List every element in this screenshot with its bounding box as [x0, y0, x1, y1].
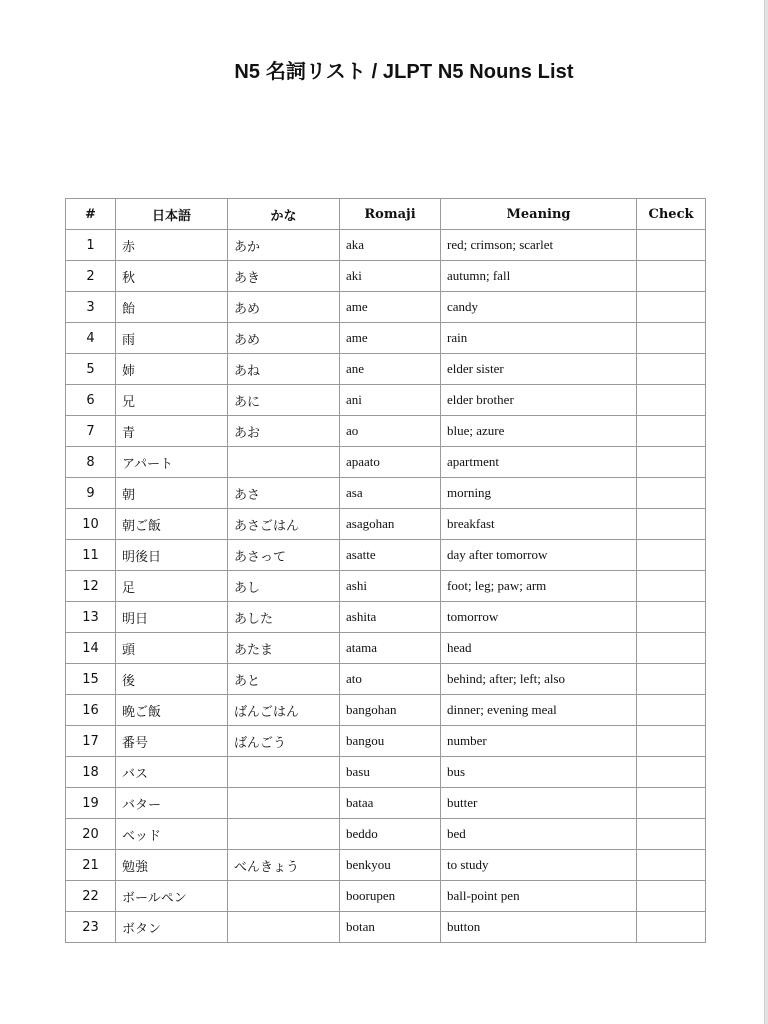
cell-kana: あに — [228, 385, 340, 416]
cell-check — [637, 540, 706, 571]
cell-check — [637, 757, 706, 788]
cell-meaning: butter — [441, 788, 637, 819]
table-row — [66, 416, 706, 447]
cell-number: 21 — [66, 850, 116, 881]
table-body — [66, 230, 706, 943]
nouns-table — [65, 198, 706, 943]
table-row — [66, 757, 706, 788]
cell-check — [637, 819, 706, 850]
cell-meaning: elder sister — [441, 354, 637, 385]
cell-check — [637, 261, 706, 292]
table-row — [66, 850, 706, 881]
cell-check — [637, 664, 706, 695]
cell-number: 1 — [66, 230, 116, 261]
table-row — [66, 602, 706, 633]
table-row — [66, 509, 706, 540]
cell-romaji: botan — [340, 912, 441, 943]
cell-meaning: apartment — [441, 447, 637, 478]
cell-japanese: 朝 — [116, 478, 228, 509]
cell-japanese: 秋 — [116, 261, 228, 292]
cell-check — [637, 881, 706, 912]
cell-romaji: basu — [340, 757, 441, 788]
cell-japanese: 姉 — [116, 354, 228, 385]
cell-number: 18 — [66, 757, 116, 788]
cell-japanese: 雨 — [116, 323, 228, 354]
cell-check — [637, 633, 706, 664]
cell-check — [637, 509, 706, 540]
cell-kana: あし — [228, 571, 340, 602]
table-row — [66, 819, 706, 850]
cell-romaji: bataa — [340, 788, 441, 819]
cell-check — [637, 602, 706, 633]
cell-kana: あたま — [228, 633, 340, 664]
table-row — [66, 881, 706, 912]
table-row — [66, 788, 706, 819]
cell-romaji: benkyou — [340, 850, 441, 881]
cell-romaji: ame — [340, 292, 441, 323]
cell-japanese: ベッド — [116, 819, 228, 850]
table-row — [66, 695, 706, 726]
cell-kana: べんきょう — [228, 850, 340, 881]
cell-japanese: 足 — [116, 571, 228, 602]
cell-romaji: asa — [340, 478, 441, 509]
cell-meaning: dinner; evening meal — [441, 695, 637, 726]
cell-meaning: to study — [441, 850, 637, 881]
cell-kana — [228, 819, 340, 850]
cell-romaji: beddo — [340, 819, 441, 850]
cell-check — [637, 447, 706, 478]
cell-kana: あさごはん — [228, 509, 340, 540]
cell-meaning: behind; after; left; also — [441, 664, 637, 695]
cell-number: 13 — [66, 602, 116, 633]
table-header-row — [66, 199, 706, 230]
table-row — [66, 571, 706, 602]
cell-meaning: breakfast — [441, 509, 637, 540]
cell-japanese: 赤 — [116, 230, 228, 261]
cell-meaning: day after tomorrow — [441, 540, 637, 571]
cell-meaning: blue; azure — [441, 416, 637, 447]
cell-kana: あめ — [228, 292, 340, 323]
cell-check — [637, 292, 706, 323]
cell-number: 4 — [66, 323, 116, 354]
cell-kana: あめ — [228, 323, 340, 354]
cell-check — [637, 416, 706, 447]
cell-kana — [228, 912, 340, 943]
cell-check — [637, 230, 706, 261]
cell-kana: あさ — [228, 478, 340, 509]
cell-japanese: 兄 — [116, 385, 228, 416]
table-row — [66, 261, 706, 292]
table-row — [66, 478, 706, 509]
cell-meaning: bus — [441, 757, 637, 788]
cell-check — [637, 912, 706, 943]
cell-japanese: 青 — [116, 416, 228, 447]
header-japanese: 日本語 — [116, 199, 228, 230]
header-number: # — [66, 199, 116, 230]
cell-meaning: autumn; fall — [441, 261, 637, 292]
cell-meaning: rain — [441, 323, 637, 354]
table-row — [66, 664, 706, 695]
cell-japanese: 飴 — [116, 292, 228, 323]
cell-meaning: foot; leg; paw; arm — [441, 571, 637, 602]
cell-romaji: bangou — [340, 726, 441, 757]
cell-number: 17 — [66, 726, 116, 757]
cell-kana — [228, 881, 340, 912]
cell-romaji: ao — [340, 416, 441, 447]
cell-japanese: 後 — [116, 664, 228, 695]
cell-kana: あか — [228, 230, 340, 261]
cell-number: 5 — [66, 354, 116, 385]
cell-romaji: ani — [340, 385, 441, 416]
cell-number: 19 — [66, 788, 116, 819]
cell-number: 11 — [66, 540, 116, 571]
cell-japanese: バス — [116, 757, 228, 788]
cell-kana: あと — [228, 664, 340, 695]
cell-kana: あき — [228, 261, 340, 292]
cell-number: 7 — [66, 416, 116, 447]
cell-check — [637, 323, 706, 354]
cell-meaning: candy — [441, 292, 637, 323]
cell-kana — [228, 788, 340, 819]
cell-japanese: 頭 — [116, 633, 228, 664]
cell-number: 9 — [66, 478, 116, 509]
cell-kana: ばんごはん — [228, 695, 340, 726]
cell-number: 2 — [66, 261, 116, 292]
cell-kana: ばんごう — [228, 726, 340, 757]
cell-number: 23 — [66, 912, 116, 943]
cell-meaning: number — [441, 726, 637, 757]
cell-meaning: morning — [441, 478, 637, 509]
cell-romaji: aka — [340, 230, 441, 261]
cell-romaji: aki — [340, 261, 441, 292]
cell-romaji: ashita — [340, 602, 441, 633]
cell-check — [637, 354, 706, 385]
header-kana: かな — [228, 199, 340, 230]
cell-romaji: bangohan — [340, 695, 441, 726]
cell-meaning: red; crimson; scarlet — [441, 230, 637, 261]
cell-kana: あした — [228, 602, 340, 633]
cell-japanese: 番号 — [116, 726, 228, 757]
page-title: N5 名詞リスト / JLPT N5 Nouns List — [234, 61, 574, 84]
cell-romaji: ame — [340, 323, 441, 354]
header-meaning: Meaning — [441, 199, 637, 230]
cell-romaji: ashi — [340, 571, 441, 602]
cell-number: 14 — [66, 633, 116, 664]
cell-check — [637, 385, 706, 416]
cell-check — [637, 788, 706, 819]
cell-check — [637, 695, 706, 726]
cell-japanese: ボタン — [116, 912, 228, 943]
cell-number: 6 — [66, 385, 116, 416]
cell-number: 15 — [66, 664, 116, 695]
cell-kana: あさって — [228, 540, 340, 571]
cell-romaji: asatte — [340, 540, 441, 571]
header-check: Check — [637, 199, 706, 230]
cell-number: 10 — [66, 509, 116, 540]
cell-romaji: apaato — [340, 447, 441, 478]
cell-meaning: head — [441, 633, 637, 664]
cell-romaji: ane — [340, 354, 441, 385]
cell-kana: あお — [228, 416, 340, 447]
cell-kana: あね — [228, 354, 340, 385]
table-row — [66, 385, 706, 416]
cell-check — [637, 478, 706, 509]
cell-meaning: bed — [441, 819, 637, 850]
cell-japanese: バター — [116, 788, 228, 819]
cell-japanese: 勉強 — [116, 850, 228, 881]
cell-romaji: boorupen — [340, 881, 441, 912]
cell-number: 20 — [66, 819, 116, 850]
table-row — [66, 726, 706, 757]
cell-number: 8 — [66, 447, 116, 478]
cell-meaning: elder brother — [441, 385, 637, 416]
cell-japanese: 明日 — [116, 602, 228, 633]
table-row — [66, 912, 706, 943]
cell-number: 3 — [66, 292, 116, 323]
cell-japanese: アパート — [116, 447, 228, 478]
cell-check — [637, 850, 706, 881]
table-row — [66, 323, 706, 354]
cell-number: 16 — [66, 695, 116, 726]
cell-romaji: ato — [340, 664, 441, 695]
cell-meaning: button — [441, 912, 637, 943]
cell-kana — [228, 447, 340, 478]
cell-meaning: tomorrow — [441, 602, 637, 633]
table-row — [66, 354, 706, 385]
table-row — [66, 447, 706, 478]
cell-number: 12 — [66, 571, 116, 602]
cell-romaji: atama — [340, 633, 441, 664]
header-romaji: Romaji — [340, 199, 441, 230]
cell-japanese: ボールペン — [116, 881, 228, 912]
table-row — [66, 633, 706, 664]
page-edge — [764, 0, 768, 1024]
cell-check — [637, 726, 706, 757]
cell-number: 22 — [66, 881, 116, 912]
cell-check — [637, 571, 706, 602]
cell-romaji: asagohan — [340, 509, 441, 540]
table-row — [66, 230, 706, 261]
cell-meaning: ball-point pen — [441, 881, 637, 912]
cell-japanese: 晩ご飯 — [116, 695, 228, 726]
cell-japanese: 朝ご飯 — [116, 509, 228, 540]
cell-kana — [228, 757, 340, 788]
table-row — [66, 292, 706, 323]
table-row — [66, 540, 706, 571]
cell-japanese: 明後日 — [116, 540, 228, 571]
